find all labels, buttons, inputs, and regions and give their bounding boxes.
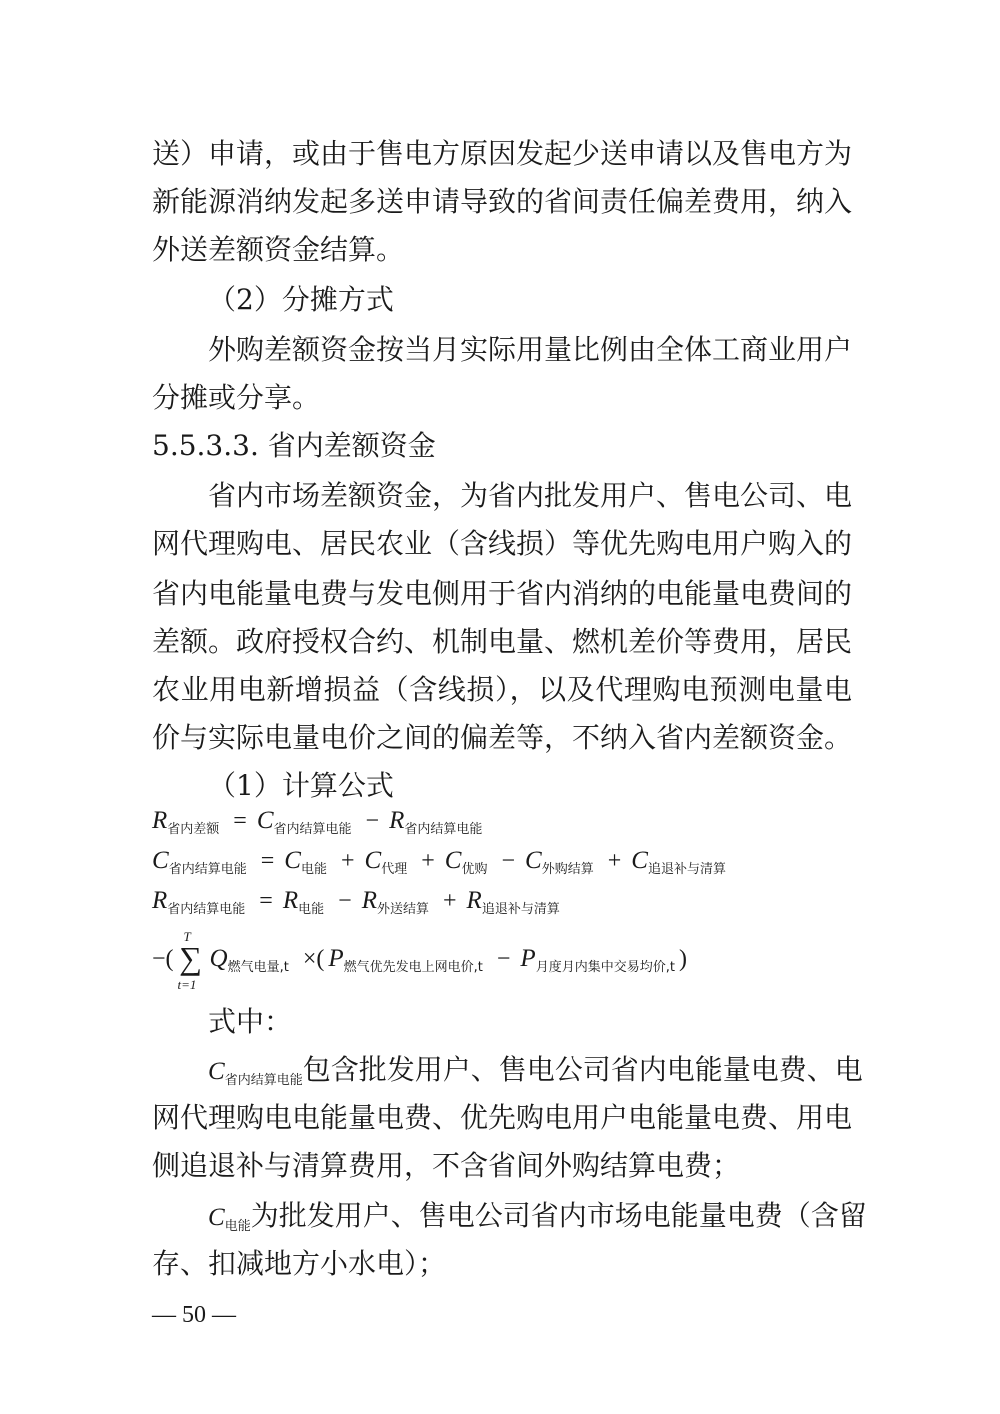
subscript: 电能 — [224, 1219, 251, 1234]
paragraph-line: 存、扣减地方小水电）； — [152, 1247, 447, 1280]
formula-c-settle: $C_{省内结算电能} = C_{电能} + C_{代理} + C_{优购} - C_{外购结算} + C_{追退补与清算}$ — [152, 847, 726, 877]
subscript: 外送结算 — [376, 902, 429, 917]
paragraph-line: 新能源消纳发起多送申请导致的省间责任偏差费用，纳入 — [152, 185, 853, 218]
sum-upper-limit: T — [183, 929, 191, 944]
sigma-symbol: ∑ — [179, 940, 202, 976]
section-heading: 5.5.3.3. 省内差额资金 — [152, 429, 436, 462]
paragraph-line: 侧追退补与清算费用，不含省间外购结算电费； — [152, 1149, 741, 1182]
subscript: 省内结算电能 — [167, 902, 246, 917]
symbol-c: C — [631, 847, 648, 874]
symbol-r: R — [282, 887, 299, 914]
page-number: — 50 — — [152, 1302, 236, 1328]
definition-line — [208, 1052, 863, 1094]
paragraph-line: 价与实际电量电价之间的偏差等，不纳入省内差额资金。 — [152, 721, 853, 754]
symbol-r: R — [361, 887, 377, 914]
symbol-c: C — [256, 807, 274, 834]
paragraph-line: 网代理购电、居民农业（含线损）等优先购电用户购入的 — [152, 527, 853, 560]
sum-lower-limit: t=1 — [177, 977, 197, 992]
subscript: 外购结算 — [541, 862, 594, 877]
symbol-q: Q — [209, 945, 228, 972]
subscript: 电能 — [300, 862, 327, 877]
symbol-c: C — [152, 847, 169, 874]
paragraph-line: 外购差额资金按当月实际用量比例由全体工商业用户 — [208, 333, 853, 366]
definition-text: 包含批发用户、售电公司省内电能量电费、电 — [302, 1053, 863, 1086]
subscript: 省内结算电能 — [168, 862, 247, 877]
symbol-r: R — [152, 887, 168, 914]
definition-text: 为批发用户、售电公司省内市场电能量电费（含留 — [250, 1199, 867, 1232]
paragraph-line: 差额。政府授权合约、机制电量、燃机差价等费用，居民 — [152, 625, 853, 658]
paragraph-line: 省内市场差额资金，为省内批发用户、售电公司、电 — [208, 479, 853, 512]
symbol-c: C — [364, 847, 382, 874]
where-label: 式中： — [208, 1005, 293, 1038]
formula-r-settle: $R_{省内结算电能} = R_{电能} - R_{外送结算} + R_{追退补与清算}$ — [152, 887, 560, 917]
paragraph-line: 农业用电新增损益（含线损），以及代理购电预测电量电 — [152, 673, 852, 706]
paragraph-line: 外送差额资金结算。 — [152, 233, 405, 266]
subscript: 优购 — [461, 862, 488, 877]
paragraph-line: 网代理购电电能量电费、优先购电用户电能量电费、用电 — [152, 1101, 853, 1134]
subscript: 追退补与清算 — [647, 862, 726, 877]
symbol-p: P — [328, 945, 344, 972]
symbol-c: C — [284, 847, 301, 874]
formula-gas-term: −( T ∑ t=1 $Q_{燃气电量,t}$ ×( $P_{燃气优先发电上网电价,t} - P_{月度月内集中交易均价,t}$ ) — [152, 940, 691, 978]
subscript: 代理 — [381, 862, 408, 877]
paragraph-line: 分摊或分享。 — [152, 381, 321, 414]
subscript: 省内差额 — [167, 822, 220, 837]
definition-line — [208, 1198, 867, 1240]
subscript: 追退补与清算 — [481, 902, 560, 917]
subscript: 省内结算电能 — [224, 1073, 303, 1088]
subheading-allocation-method: （2）分摊方式 — [208, 283, 394, 316]
symbol-c: C — [208, 1058, 225, 1085]
subscript: 燃气电量,t — [227, 960, 289, 975]
symbol-r: R — [389, 807, 405, 834]
symbol-p: P — [520, 945, 536, 972]
subscript: 电能 — [298, 902, 325, 917]
subscript: 月度月内集中交易均价,t — [535, 960, 675, 975]
subscript: 燃气优先发电上网电价,t — [343, 960, 483, 975]
symbol-r: R — [466, 887, 482, 914]
symbol-c: C — [525, 847, 542, 874]
subheading-calculation-formula: （1）计算公式 — [208, 769, 394, 802]
symbol-c: C — [208, 1204, 225, 1231]
paragraph-line: 省内电能量电费与发电侧用于省内消纳的电能量电费间的 — [152, 577, 853, 610]
symbol-c: C — [444, 847, 462, 874]
subscript: 省内结算电能 — [404, 822, 483, 837]
formula-r-diff: $R_{省内差额} = C_{省内结算电能} - R_{省内结算电能}$ — [152, 807, 483, 837]
symbol-r: R — [152, 807, 168, 834]
subscript: 省内结算电能 — [273, 822, 352, 837]
paragraph-line: 送）申请，或由于售电方原因发起少送申请以及售电方为 — [152, 137, 853, 170]
summation — [177, 929, 204, 992]
